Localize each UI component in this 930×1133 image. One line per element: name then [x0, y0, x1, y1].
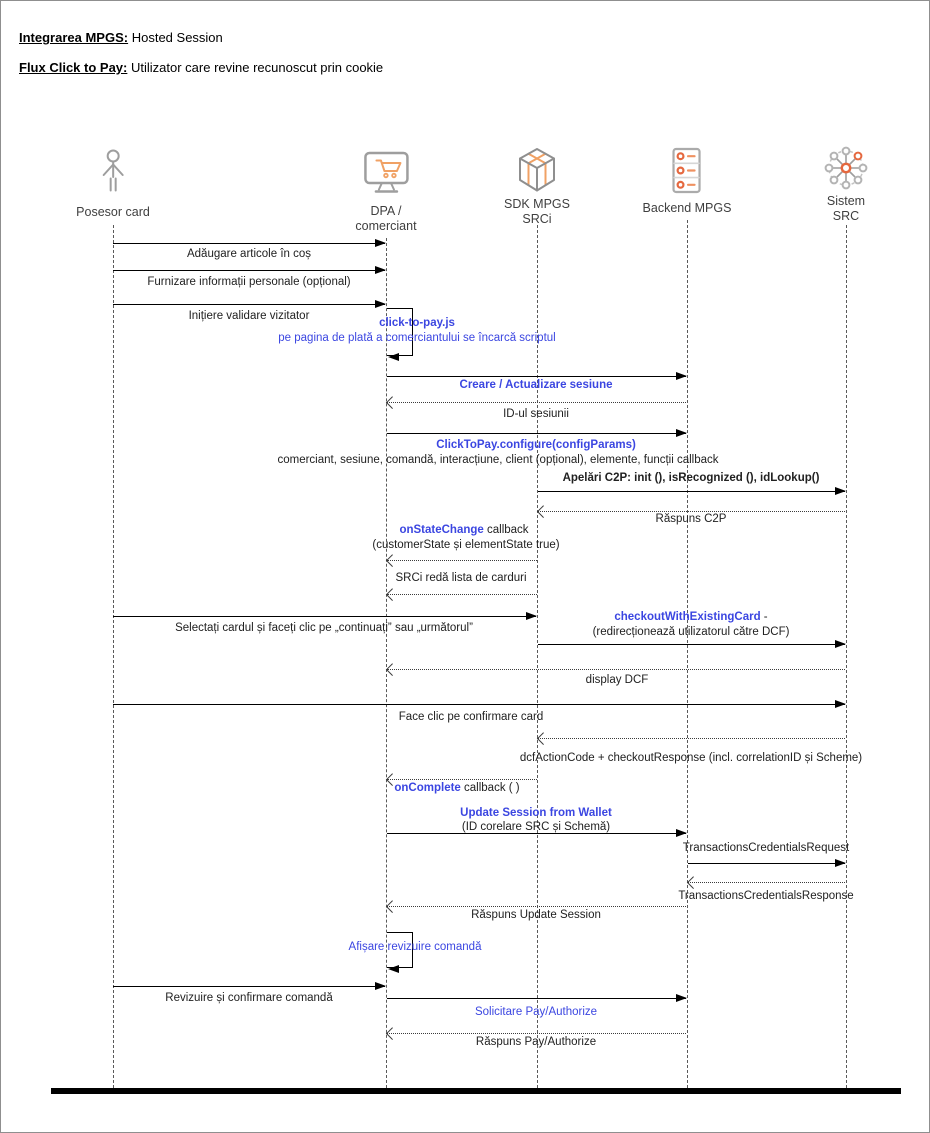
lifeline-sdk-srci [537, 225, 538, 1088]
msg-face-clic-confirmare: Face clic pe confirmare card [398, 711, 544, 723]
sequence-arrow [387, 594, 537, 595]
integration-value: Hosted Session [131, 30, 223, 45]
msg-update-session-wallet: Update Session from Wallet [460, 807, 612, 819]
msg-customerstate: (customerState și elementState true) [372, 539, 560, 551]
actor-merchant [355, 151, 416, 234]
sequence-arrow [538, 738, 845, 739]
msg-redirectioneaza-dcf: (redirecționează utilizatorul către DCF) [592, 626, 790, 638]
sequence-arrow [387, 376, 686, 377]
msg-dcfactioncode: dcfActionCode + checkoutResponse (incl. correlationID și Scheme) [519, 752, 863, 764]
sequence-arrow [538, 511, 845, 512]
package-box-icon [515, 147, 559, 193]
msg-creare-actualizare-sesiune: Creare / Actualizare sesiune [459, 379, 613, 391]
msg-raspuns-pay-authorize: Răspuns Pay/Authorize [475, 1036, 597, 1048]
lifeline-sistem-src [846, 225, 847, 1088]
msg-transactions-credentials-request: TransactionsCredentialsRequest [682, 842, 850, 854]
msg-clicktopay-configure: ClickToPay.configure(configParams) [436, 439, 636, 451]
msg-configure-params: comerciant, sesiune, comandă, interacțiune, client (opțional), elemente, funcții callback [277, 454, 719, 466]
sequence-arrow [387, 998, 686, 999]
server-icon [671, 147, 703, 195]
lifeline-cardholder [113, 225, 114, 1088]
flow-label: Flux Click to Pay: [19, 60, 128, 75]
msg-oncomplete-callback: onComplete callback ( ) [394, 782, 520, 794]
sequence-arrow [387, 779, 537, 780]
sequence-arrow [387, 560, 537, 561]
sequence-arrow [538, 644, 845, 645]
sequence-arrow [387, 833, 686, 834]
flow-value: Utilizator care revine recunoscut prin cookie [131, 60, 384, 75]
msg-raspuns-update-session: Răspuns Update Session [471, 909, 601, 921]
lifeline-backend-mpgs [687, 220, 688, 1088]
msg-initiere-validare: Inițiere validare vizitator [188, 310, 310, 322]
actor-backend-mpgs [643, 147, 732, 216]
sequence-arrow [387, 669, 845, 670]
msg-display-dcf: display DCF [585, 674, 649, 686]
actor-label: Posesor card [76, 205, 150, 219]
msg-apelari-c2p: Apelări C2P: init (), isRecognized (), idLookup() [562, 472, 820, 484]
sequence-arrow [688, 882, 845, 883]
msg-click-to-pay-js: click-to-pay.js [379, 317, 455, 329]
msg-id-corelare: (ID corelare SRC și Schemă) [461, 821, 611, 833]
msg-onstatechange-callback: onStateChange callback [399, 524, 529, 536]
person-icon [93, 148, 133, 198]
msg-solicitare-pay-authorize: Solicitare Pay/Authorize [474, 1006, 598, 1018]
sequence-arrow [387, 906, 686, 907]
sequence-arrow [387, 402, 686, 403]
sequence-arrow [113, 986, 385, 987]
actor-sdk-srci [504, 147, 570, 227]
msg-id-sesiune: ID-ul sesiunii [503, 408, 569, 420]
msg-click-to-pay-note: pe pagina de plată a comerciantului se încarcă scriptul [278, 332, 556, 344]
msg-srci-lista-carduri: SRCi redă lista de carduri [395, 572, 527, 584]
msg-selectati-cardul: Selectați cardul și faceți clic pe „continuați” sau „următorul” [175, 622, 473, 634]
actor-label: DPA / comerciant [355, 204, 417, 233]
msg-raspuns-c2p: Răspuns C2P [655, 513, 727, 525]
actor-cardholder [76, 148, 150, 220]
msg-revizuire-confirmare: Revizuire și confirmare comandă [165, 992, 333, 1004]
diagram-title [19, 30, 223, 45]
actor-sistem-src [821, 143, 871, 224]
network-hub-icon [821, 143, 871, 193]
diagram-footer-bar [51, 1088, 901, 1094]
actor-label: Backend MPGS [642, 201, 732, 215]
msg-checkoutwithexistingcard: checkoutWithExistingCard - [614, 611, 768, 623]
msg-adaugare-articole: Adăugare articole în coș [186, 248, 312, 260]
sequence-arrow [113, 304, 385, 305]
actor-label: SDK MPGS SRCi [504, 197, 570, 226]
msg-transactions-credentials-response: TransactionsCredentialsResponse [678, 890, 854, 902]
sequence-arrow [387, 433, 686, 434]
monitor-cart-icon [362, 151, 410, 195]
sequence-arrow [113, 243, 385, 244]
actor-label: Sistem SRC [826, 194, 866, 223]
integration-label: Integrarea MPGS: [19, 30, 129, 45]
msg-furnizare-informatii: Furnizare informații personale (opțional) [147, 276, 351, 288]
sequence-arrow [387, 1033, 686, 1034]
sequence-arrow [538, 491, 845, 492]
sequence-arrow [113, 616, 536, 617]
sequence-arrow [113, 270, 385, 271]
sequence-arrow [688, 863, 845, 864]
diagram-subtitle [19, 60, 383, 75]
sequence-arrow [113, 704, 845, 705]
msg-afisare-revizuire: Afișare revizuire comandă [348, 941, 482, 953]
